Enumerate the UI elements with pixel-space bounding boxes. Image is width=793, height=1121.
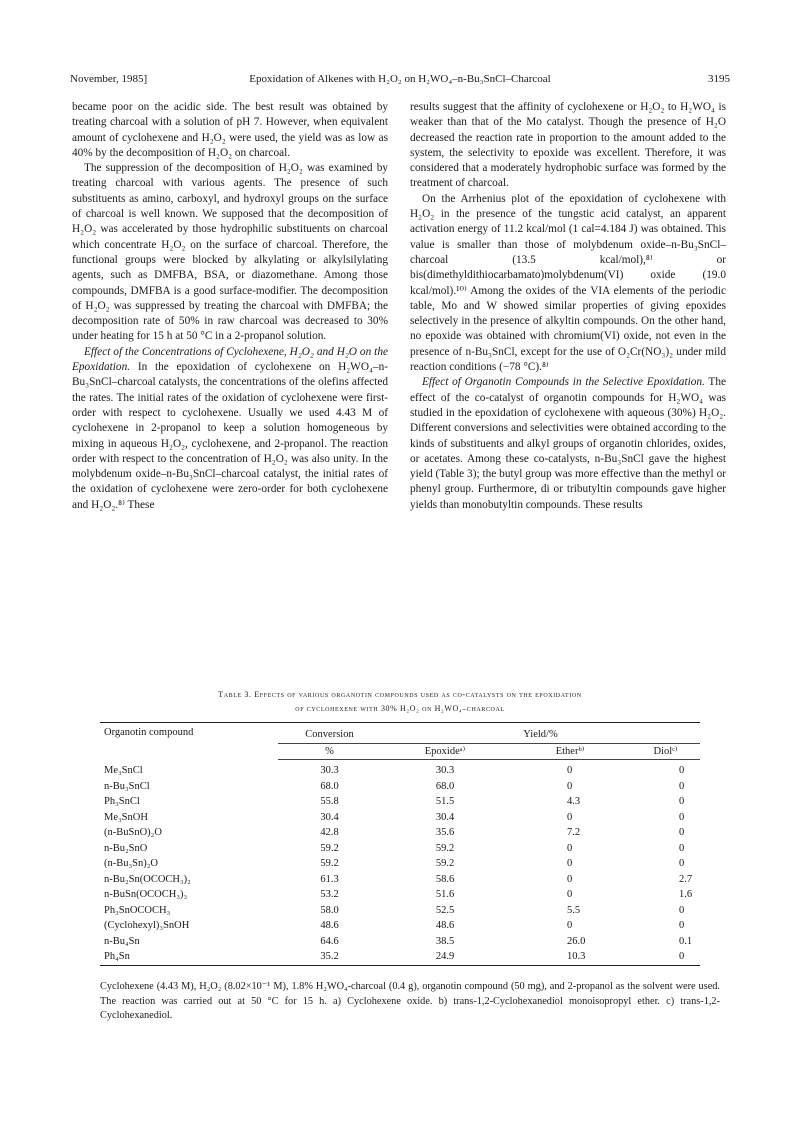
page-number: 3195 [708,73,730,85]
table-cell: 52.5 [435,904,455,916]
caption-text-1: Effects of various organotin compounds used as co-catalysts on the epoxidation [254,690,582,699]
table-cell: 0 [679,780,685,792]
table-cell: 0 [567,780,573,792]
table-cell: 7.2 [567,827,581,839]
table-cell: 5.5 [567,904,581,916]
running-header [70,73,730,89]
table-row [100,887,700,903]
table-cell: 0 [679,858,685,870]
table-cell: 0 [679,811,685,823]
col-header-diol: Diolᶜ⁾ [631,743,700,760]
table-cell: Me₃SnCl [104,765,143,776]
table-cell: 58.0 [320,904,339,916]
table-cell: 0 [631,949,700,965]
paragraph: results suggest that the affinity of cyclohexene or H₂O₂ to H₂WO₄ is weaker than that of the Mo catalyst. Though the presence of H₂O decreased the reaction rate in proportion to the amount added to the system, the selectivity to epoxide was excellent. Therefore, it was considered that a moderately hydrophobic surface was formed by the treatment of charcoal. [410,101,726,190]
table-cell: 0 [679,842,685,854]
table-cell: (n-Bu₃Sn)₂O [104,858,158,870]
caption-line-1 [70,688,730,702]
table-row [100,841,700,857]
header-title: Epoxidation of Alkenes with H₂O₂ on H₂WO₄–n-Bu₃SnCl–Charcoal [249,73,551,85]
table-cell: 48.6 [320,920,339,932]
table-cell: 53.2 [320,889,339,901]
table-cell: Me₃SnOH [104,811,148,823]
table-cell: 1.6 [679,889,693,901]
table-cell: 0 [567,858,573,870]
table-cell: 38.5 [435,935,455,947]
table-cell: 0 [567,873,573,885]
table-cell: 59.2 [435,858,455,870]
table-cell: 0 [679,904,685,916]
table-cell: 24.9 [381,949,509,965]
table-cell: 0 [567,842,573,854]
table-label: Table 3. [218,690,252,699]
table-cell: 59.2 [320,842,339,854]
table-cell: 64.6 [320,935,339,947]
col-header-yield: Yield/% [381,723,700,744]
table-cell: 55.8 [320,796,339,808]
table-row [100,760,700,779]
paragraph [410,375,726,513]
col-header-ether: Etherᵇ⁾ [509,743,631,760]
col-header-organotin: Organotin compound [100,723,278,760]
table-cell: n-Bu₄Sn [104,935,140,947]
table-row [100,949,700,965]
table-cell: 68.0 [320,780,339,792]
table-cell: 59.2 [435,842,455,854]
paragraph: became poor on the acidic side. The best result was obtained by treating charcoal with a solution of pH 7. However, when equivalent amount of cyclohexene and H₂O₂ were used, the yield was as low as 40% by the decomposition of H₂O₂ on charcoal. [72,101,388,159]
table-cell: 0 [679,765,685,777]
col-header-conversion: Conversion [278,723,381,744]
paragraph: On the Arrhenius plot of the epoxidation of cyclohexene with H₂O₂ in the presence of the tungstic acid catalyst, an apparent activation energy of 11.2 kcal/mol (1 cal=4.184 J) was obtained. This value is smaller than those of molybdenum oxide–n-Bu₃SnCl–charcoal (13.5 kcal/mol),⁸⁾ or bis(dimethyldithiocarbamato)molybdenum(VI) oxide (19.0 kcal/mol).¹⁰⁾ Among the oxides of the VIA elements of the periodic table, Mo and W showed similar properties of giving epoxides selectively in the presence of alkyltin compounds. On the other hand, no epoxide was obtained with chromium(VI) oxide, not even in the presence of n-Bu₃SnCl, except for the use of O₂Cr(NO₃)₂ under mild reaction conditions (−78 °C).⁸⁾ [410,192,726,374]
table-cell: 42.8 [320,827,339,839]
table-cell: 0 [679,827,685,839]
table-row [100,934,700,950]
table-footnote: Cyclohexene (4.43 M), H₂O₂ (8.02×10⁻¹ M), 1.8% H₂WO₄-charcoal (0.4 g), organotin compound (50 mg), and 2-propanol as the solvent were used. The reaction was carried out at 50 °C for 15 h. a) Cyclohexene oxide. b) trans-1,2-Cyclohexanediol monoisopropyl ether. c) trans-1,2-Cyclohexanediol. [100,981,720,1021]
table-cell: n-Bu₂SnO [104,842,148,854]
table-row [100,856,700,872]
table-cell: 59.2 [320,858,339,870]
table-cell: 51.6 [435,889,455,901]
section-heading: Effect of Organotin Compounds in the Selective Epoxidation. [422,376,705,389]
table-cell: 26.0 [567,935,586,947]
table-cell: Ph₄Sn [100,949,278,965]
left-column [72,100,388,513]
header-date: November, 1985] [70,73,148,85]
table-row [100,872,700,888]
col-header-conversion-unit: % [278,743,381,760]
table-cell: (Cyclohexyl)₃SnOH [104,920,190,932]
table-row [100,903,700,919]
table-cell: Ph₃SnCl [104,796,140,808]
table-cell: 30.3 [435,765,455,777]
table-cell: n-Bu₂Sn(OCOCH₃)₂ [104,873,191,885]
table-row [100,794,700,810]
table-cell: 30.4 [320,811,339,823]
table-cell: 51.5 [435,796,455,808]
section-heading: Effect of the Concentrations of Cyclohexene, H₂O₂ and H₂O on the Epoxidation. [72,345,388,374]
table-cell: 68.0 [435,780,455,792]
table-cell: 0 [679,920,685,932]
table-cell: 35.6 [435,827,455,839]
table-cell: 10.3 [509,949,631,965]
right-column [410,100,726,513]
table-cell: 58.6 [435,873,455,885]
table-row [100,918,700,934]
table-cell: 0 [567,889,573,901]
table-row [100,810,700,826]
paragraph-body: In the epoxidation of cyclohexene on H₂WO₄–n-Bu₃SnCl–charcoal catalysts, the concentrations of the olefins affected the rates. The initial rates of the oxidation of cyclohexene were first-order with respect to cyclohexene. Usually we used 4.43 M of cyclohexene in 2-propanol to keep a solution homogeneous by mixing in aqueous H₂O₂, cyclohexene, and 2-propanol. The reaction order with respect to the concentration of H₂O₂ was also unity. In the molybdenum oxide–n-Bu₃SnCl–charcoal catalyst, the initial rates of the oxidation of cyclohexene were zero-order for both cyclohexene and H₂O₂.⁸⁾ These [72,361,388,511]
table-cell: 30.4 [435,811,455,823]
table-cell: 30.3 [320,765,339,777]
table-row [100,779,700,795]
table-cell: 0 [567,920,573,932]
table-cell: 0.1 [679,935,693,947]
table-cell: 2.7 [679,873,693,885]
table-cell: n-BuSn(OCOCH₃)₃ [104,889,188,901]
table-cell: 61.3 [320,873,339,885]
table-cell: 35.2 [278,949,381,965]
table-body [100,760,700,966]
table-cell: 0 [567,811,573,823]
table-cell: n-Bu₃SnCl [104,780,150,792]
data-table [100,722,700,966]
paragraph [72,345,388,513]
table-cell: Ph₃SnOCOCH₃ [104,904,171,916]
table-cell: 0 [567,765,573,777]
table-cell: 48.6 [435,920,455,932]
table-cell: (n-BuSnO)₂O [104,827,162,839]
paragraph-body: The effect of the co-catalyst of organotin compounds for H₂WO₄ was studied in the epoxidation of cyclohexene with aqueous (30%) H₂O₂. Different conversions and selectivities were obtained according to the kinds of substituents and alkyl groups of organotin chlorides, oxides, or acetates. Among these co-catalysts, n-Bu₃SnCl gave the highest yield (Table 3); the butyl group was more effective than the methyl or phenyl group. Furthermore, di or tributyltin compounds gave higher yields than monobutyltin compounds. These results [410,376,726,511]
col-header-epoxide: Epoxideᵃ⁾ [381,743,509,760]
table-row [100,825,700,841]
paragraph: The suppression of the decomposition of H₂O₂ was examined by treating charcoal with various agents. The presence of such substituents as amino, carboxyl, and hydroxyl groups on the surface of charcoal is well known. We supposed that the decomposition of H₂O₂ was accelerated by those hydrophilic substituents on charcoal which concentrate H₂O₂ on the surface of charcoal. Therefore, the functional groups were blocked by alkylating or alkylsilylating agents, such as DMFBA, BSA, or diazomethane. Among those compounds, DMFBA is a good surface-modifier. The decomposition of H₂O₂ was suppressed by treating the charcoal with DMFBA; the decomposition rate of 50% in raw charcoal was decreased to 30% under heating for 15 h at 50 °C in a 2-propanol solution. [72,162,388,343]
caption-text-2: of cyclohexene with 30% H₂O₂ on H₂WO₄–charcoal [295,704,505,713]
table-cell: 0 [679,796,685,808]
table-caption [70,688,730,716]
table-cell: 4.3 [567,796,581,808]
